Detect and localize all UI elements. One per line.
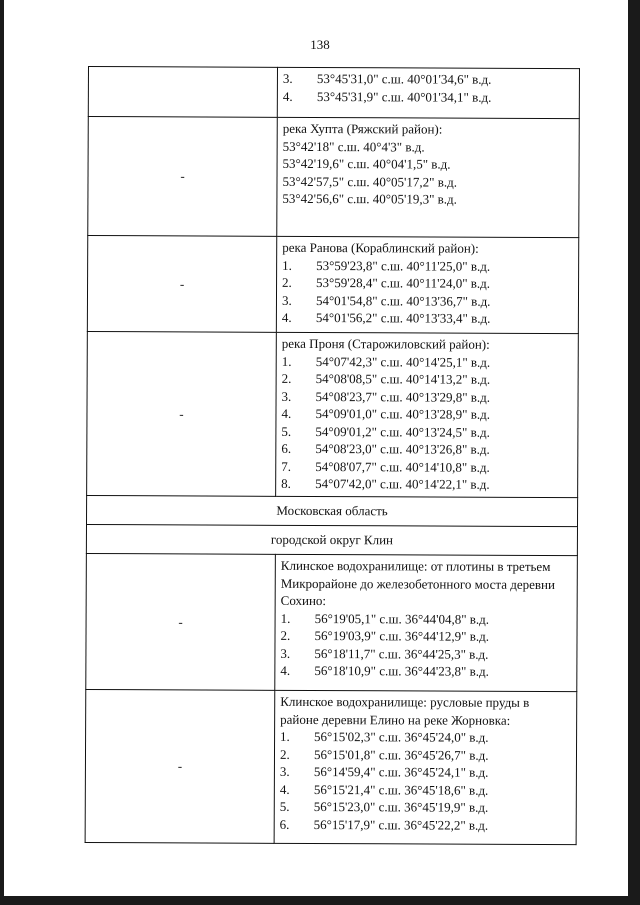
point-coordinates: 53°59'28,4" с.ш. 40°11'24,0" в.д. <box>316 274 491 291</box>
point-coordinates: 54°08'23,0" с.ш. 40°13'26,8" в.д. <box>315 440 490 457</box>
coordinate-point <box>280 780 570 799</box>
point-coordinates: 56°15'21,4" с.ш. 36°45'18,6" в.д. <box>313 781 489 798</box>
point-number: 7. <box>281 458 292 474</box>
description-cell <box>276 236 578 333</box>
point-coordinates: 54°07'42,3" с.ш. 40°14'25,1" в.д. <box>315 353 491 370</box>
point-number: 4. <box>280 662 291 678</box>
point-number: 8. <box>281 475 291 491</box>
point-coordinates: 54°08'23,7" с.ш. 40°13'29,8" в.д. <box>315 388 491 405</box>
coordinate-point <box>281 440 571 459</box>
left-cell: - <box>88 117 278 237</box>
point-coordinates: 56°14'59,4" с.ш. 36°45'24,1" в.д. <box>313 763 489 780</box>
coordinate-point <box>280 662 570 681</box>
coordinate-point <box>281 609 571 628</box>
point-coordinates: 54°09'01,2" с.ш. 40°13'24,5" в.д. <box>315 423 490 440</box>
point-number: 6. <box>281 440 292 456</box>
left-cell: - <box>85 689 275 843</box>
water-body-title: Клинское водохранилище: русловые пруды в районе деревни Елино на реке Жорновка: <box>280 693 530 728</box>
description-cell <box>276 332 579 497</box>
coordinate-line: 53°42'57,5" с.ш. 40°05'17,2" в.д. <box>282 173 458 190</box>
point-coordinates: 56°15'02,3" с.ш. 36°45'24,0" в.д. <box>314 728 489 745</box>
region-heading: Московская область <box>86 495 577 526</box>
point-number: 3. <box>279 763 290 779</box>
coordinate-point <box>282 352 572 371</box>
point-number: 2. <box>280 627 291 643</box>
coordinate-point <box>280 763 570 782</box>
point-coordinates: 54°01'54,8" с.ш. 40°13'36,7" в.д. <box>315 292 491 309</box>
coordinate-point <box>280 644 570 663</box>
point-number: 3. <box>280 645 291 661</box>
point-number: 5. <box>281 423 292 439</box>
table-row <box>87 236 578 334</box>
coordinate-point <box>281 405 571 424</box>
coordinate-line: 53°42'18" с.ш. 40°4'3" в.д. <box>282 138 425 154</box>
point-number: 1. <box>280 610 291 626</box>
coordinate-point <box>283 70 573 89</box>
coordinate-point <box>282 370 572 389</box>
point-number: 1. <box>280 728 290 744</box>
coordinate-point <box>281 457 571 476</box>
point-number: 2. <box>282 274 292 290</box>
coordinate-point <box>280 798 570 817</box>
table-row <box>88 117 580 238</box>
coordinate-line: 53°42'19,6" с.ш. 40°04'1,5" в.д. <box>282 155 451 172</box>
point-coordinates: 54°07'42,0" с.ш. 40°14'22,1" в.д. <box>315 475 490 492</box>
left-cell <box>88 67 277 118</box>
point-number: 6. <box>279 816 290 832</box>
point-number: 2. <box>279 746 290 762</box>
left-cell: - <box>87 236 276 333</box>
scan-edge-bottom <box>0 896 640 905</box>
point-coordinates: 54°09'01,0" с.ш. 40°13'28,9" в.д. <box>315 405 491 422</box>
point-number: 4. <box>279 781 290 797</box>
left-cell: - <box>86 553 276 690</box>
coordinate-point <box>282 309 572 328</box>
point-number: 4. <box>281 405 292 421</box>
coordinate-point <box>280 627 570 646</box>
water-body-title: река Хупта (Ряжский район): <box>282 120 443 137</box>
page-number: 138 <box>310 37 330 52</box>
region-row <box>86 524 577 555</box>
coordinate-point <box>280 728 570 747</box>
point-number: 3. <box>281 388 292 404</box>
left-cell: - <box>87 331 277 496</box>
document-page <box>85 66 580 836</box>
point-number: 1. <box>281 353 292 369</box>
point-coordinates: 53°59'23,8" с.ш. 40°11'25,0" в.д. <box>316 257 491 274</box>
point-coordinates: 54°01'56,2" с.ш. 40°13'33,4" в.д. <box>315 309 491 326</box>
table-row <box>86 553 578 691</box>
point-number: 4. <box>281 309 292 325</box>
point-coordinates: 56°19'05,1" с.ш. 36°44'04,8" в.д. <box>314 610 490 627</box>
coordinate-point <box>280 745 570 764</box>
table-row <box>88 67 579 119</box>
coordinate-point <box>282 274 572 293</box>
region-row <box>86 495 577 526</box>
point-number: 4. <box>282 88 293 104</box>
table-row <box>87 331 579 497</box>
point-coordinates: 53°45'31,0" с.ш. 40°01'34,6" в.д. <box>316 70 492 87</box>
description-cell <box>275 554 578 691</box>
point-coordinates: 56°15'17,9" с.ш. 36°45'22,2" в.д. <box>313 816 489 833</box>
point-number: 1. <box>282 257 292 273</box>
point-number: 5. <box>279 798 290 814</box>
coordinate-point <box>280 815 570 834</box>
point-number: 3. <box>282 70 293 86</box>
scan-edge-right <box>628 0 640 905</box>
water-body-title: Клинское водохранилище: от плотины в третьем Микрорайоне до железобетонного моста деревни Сохино: <box>280 557 556 609</box>
point-coordinates: 54°08'08,5" с.ш. 40°14'13,2" в.д. <box>315 370 491 387</box>
coordinate-point <box>282 387 572 406</box>
description-cell <box>277 67 579 118</box>
coordinate-point <box>283 87 573 106</box>
description-cell <box>277 117 580 237</box>
point-coordinates: 56°19'03,9" с.ш. 36°44'12,9" в.д. <box>314 627 490 644</box>
point-coordinates: 53°45'31,9" с.ш. 40°01'34,1" в.д. <box>316 88 492 105</box>
table-row <box>85 689 577 844</box>
region-heading: городской округ Клин <box>86 524 577 555</box>
scan-edge-left <box>0 0 4 905</box>
coordinate-line: 53°42'56,6" с.ш. 40°05'19,3" в.д. <box>282 190 457 207</box>
coordinate-point <box>282 256 572 275</box>
point-coordinates: 56°15'23,0" с.ш. 36°45'19,9" в.д. <box>313 798 489 815</box>
water-body-title: река Проня (Старожиловский район): <box>281 335 490 352</box>
point-coordinates: 54°08'07,7" с.ш. 40°14'10,8" в.д. <box>315 458 490 475</box>
coordinates-table <box>85 66 580 845</box>
point-coordinates: 56°18'10,9" с.ш. 36°44'23,8" в.д. <box>314 662 489 679</box>
point-coordinates: 56°18'11,7" с.ш. 36°44'25,3" в.д. <box>314 645 489 662</box>
point-coordinates: 56°15'01,8" с.ш. 36°45'26,7" в.д. <box>313 746 489 763</box>
coordinate-point <box>281 422 571 441</box>
water-body-title: река Ранова (Кораблинский район): <box>282 239 479 256</box>
coordinate-point <box>281 475 571 494</box>
coordinate-point <box>282 291 572 310</box>
point-number: 2. <box>281 370 292 386</box>
description-cell <box>274 690 577 844</box>
point-number: 3. <box>281 292 292 308</box>
